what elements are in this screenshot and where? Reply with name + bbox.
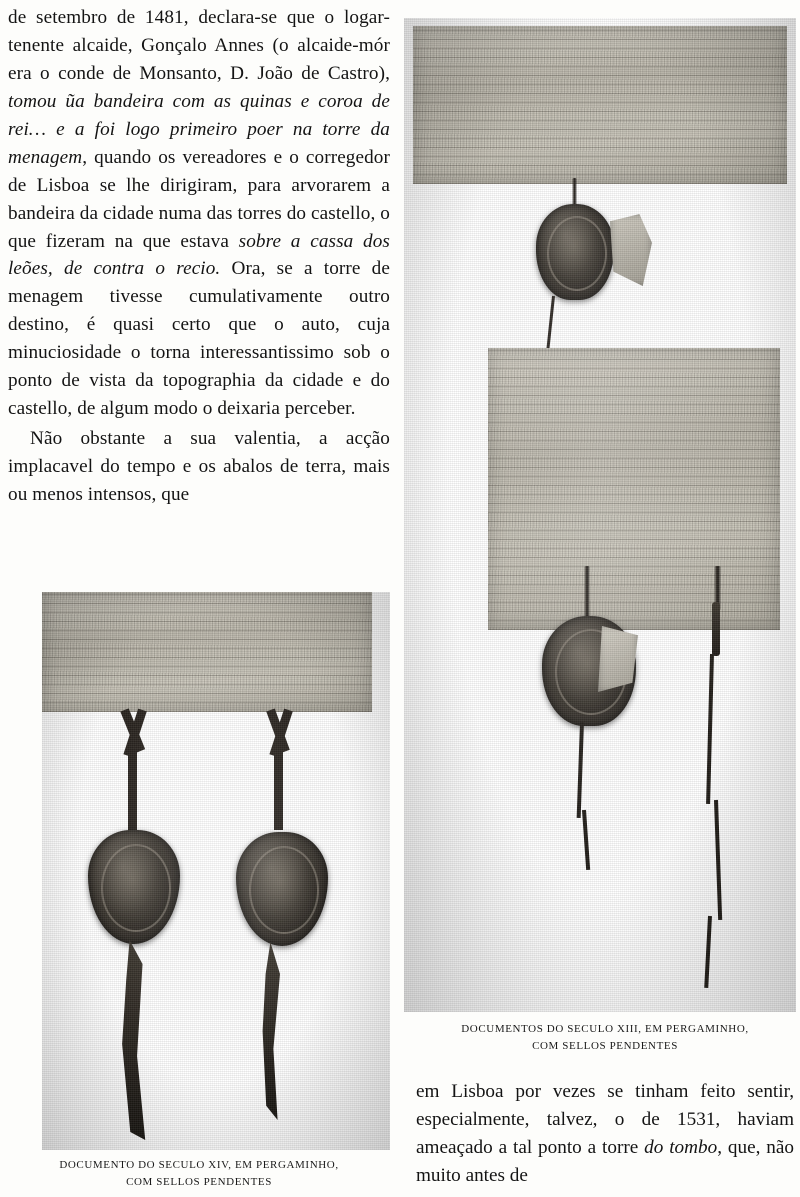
figure-document-14th-century <box>42 592 390 1150</box>
body-text-left-column <box>8 4 390 509</box>
seal-tag-top <box>610 214 652 286</box>
parchment-document-middle <box>488 348 780 630</box>
figure-documents-13th-century <box>404 18 796 1012</box>
trailing-cord-b <box>582 810 590 870</box>
wax-seal-right <box>236 832 328 946</box>
figure-caption-left-line1: DOCUMENTO DO SECULO XIV, EM PERGAMINHO, <box>59 1159 339 1171</box>
seal-cord-v-right-stem-fill <box>274 748 283 830</box>
parchment-tail-right <box>256 942 286 1120</box>
seal-impression-right <box>249 846 319 934</box>
trailing-cord-right-d <box>704 916 712 988</box>
trailing-cord-right-b <box>706 654 714 804</box>
trailing-cord-right-a <box>712 602 720 656</box>
seal-tag-bottom <box>598 626 638 692</box>
parchment-document-top <box>413 26 787 184</box>
wax-seal-top <box>536 204 614 300</box>
body-text-right-column <box>416 1078 794 1190</box>
trailing-cord-right-c <box>714 800 722 920</box>
figure-caption-right <box>416 1021 794 1055</box>
parchment-tail-left <box>116 940 150 1140</box>
trailing-cord-a <box>577 722 584 818</box>
paragraph-2: Não obstante a sua valentia, a acção implacavel do tempo e os abalos de terra, mais ou menos intensos, que <box>8 428 390 505</box>
figure-caption-left <box>8 1157 390 1191</box>
seal-impression <box>547 216 607 291</box>
figure-caption-right-line1: DOCUMENTOS DO SECULO XIII, EM PERGAMINHO, <box>461 1023 749 1035</box>
seal-cord-v-left-stem <box>128 748 137 834</box>
seal-impression-left <box>101 844 171 932</box>
parchment-document-left <box>42 592 372 712</box>
paragraph-1: de setembro de 1481, declara-se que o logar-tenente alcaide, Gonçalo Annes (o alcaide-mór era o conde de Monsanto, D. João de Castro), tomou ũa bandeira com as quinas e coroa de rei… e a foi logo primeiro poer na torre da menagem, quando os vereadores e o corregedor de Lisboa se lhe dirigiram, para arvorarem a bandeira da cidade numa das torres do castello, o que fizeram na que estava sobre a cassa dos leões, de contra o recio. Ora, se a torre de menagem tivesse cumulativamente outro destino, é quasi certo que o auto, cuja minuciosidade o torna interessantissimo sob o ponto de vista da topographia da cidade e do castello, de algum modo o deixaria perceber. <box>8 7 390 420</box>
paragraph-3: em Lisboa por vezes se tinham feito sentir, especialmente, talvez, o de 1531, haviam ameaçado a tal ponto a torre do tombo, que, não muito antes de <box>416 1081 794 1186</box>
seal-cord-middle <box>584 566 590 618</box>
wax-seal-left <box>88 830 180 944</box>
figure-caption-right-line2: COM SELLOS PENDENTES <box>532 1040 678 1053</box>
figure-caption-left-line2: COM SELLOS PENDENTES <box>126 1176 272 1189</box>
